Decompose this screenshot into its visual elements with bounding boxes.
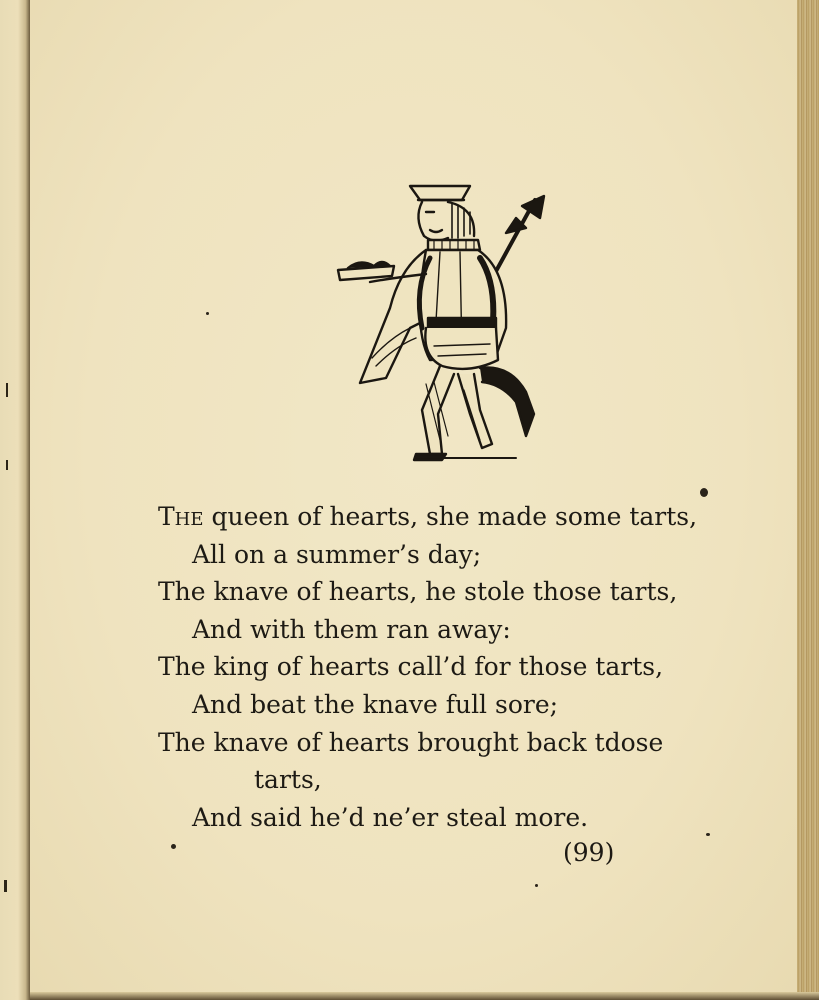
verse-line [158,498,758,536]
verse-line: All on a summer’s day; [192,539,482,569]
nursery-rhyme-verse [158,498,758,836]
knave-of-hearts-woodcut-icon [330,178,550,463]
verse-line: The knave of hearts, he stole those tarts, [158,577,678,607]
ink-speck [700,488,708,497]
verse-line-text: queen of hearts, she made some tarts, [203,502,698,531]
ink-speck [535,884,538,887]
verse-line: And beat the knave full sore; [192,689,559,719]
verse-line: The knave of hearts brought back tdose [158,727,664,757]
page-stack-edge [797,0,819,1000]
page-number: (99) [563,838,615,867]
margin-mark [6,460,8,470]
margin-mark [4,880,7,892]
verse-line: tarts, [254,765,322,795]
ink-speck [206,312,209,315]
margin-mark [6,383,8,397]
previous-page-edge [0,0,30,1000]
ink-speck [171,844,176,849]
verse-line: The king of hearts call’d for those tarts, [158,652,664,682]
verse-line: And with them ran away: [192,614,511,644]
page-bottom-edge [30,992,819,1000]
verse-initial-word: The [158,502,204,531]
ink-speck [706,833,710,836]
verse-line: And said he’d ne’er steal more. [192,802,589,832]
